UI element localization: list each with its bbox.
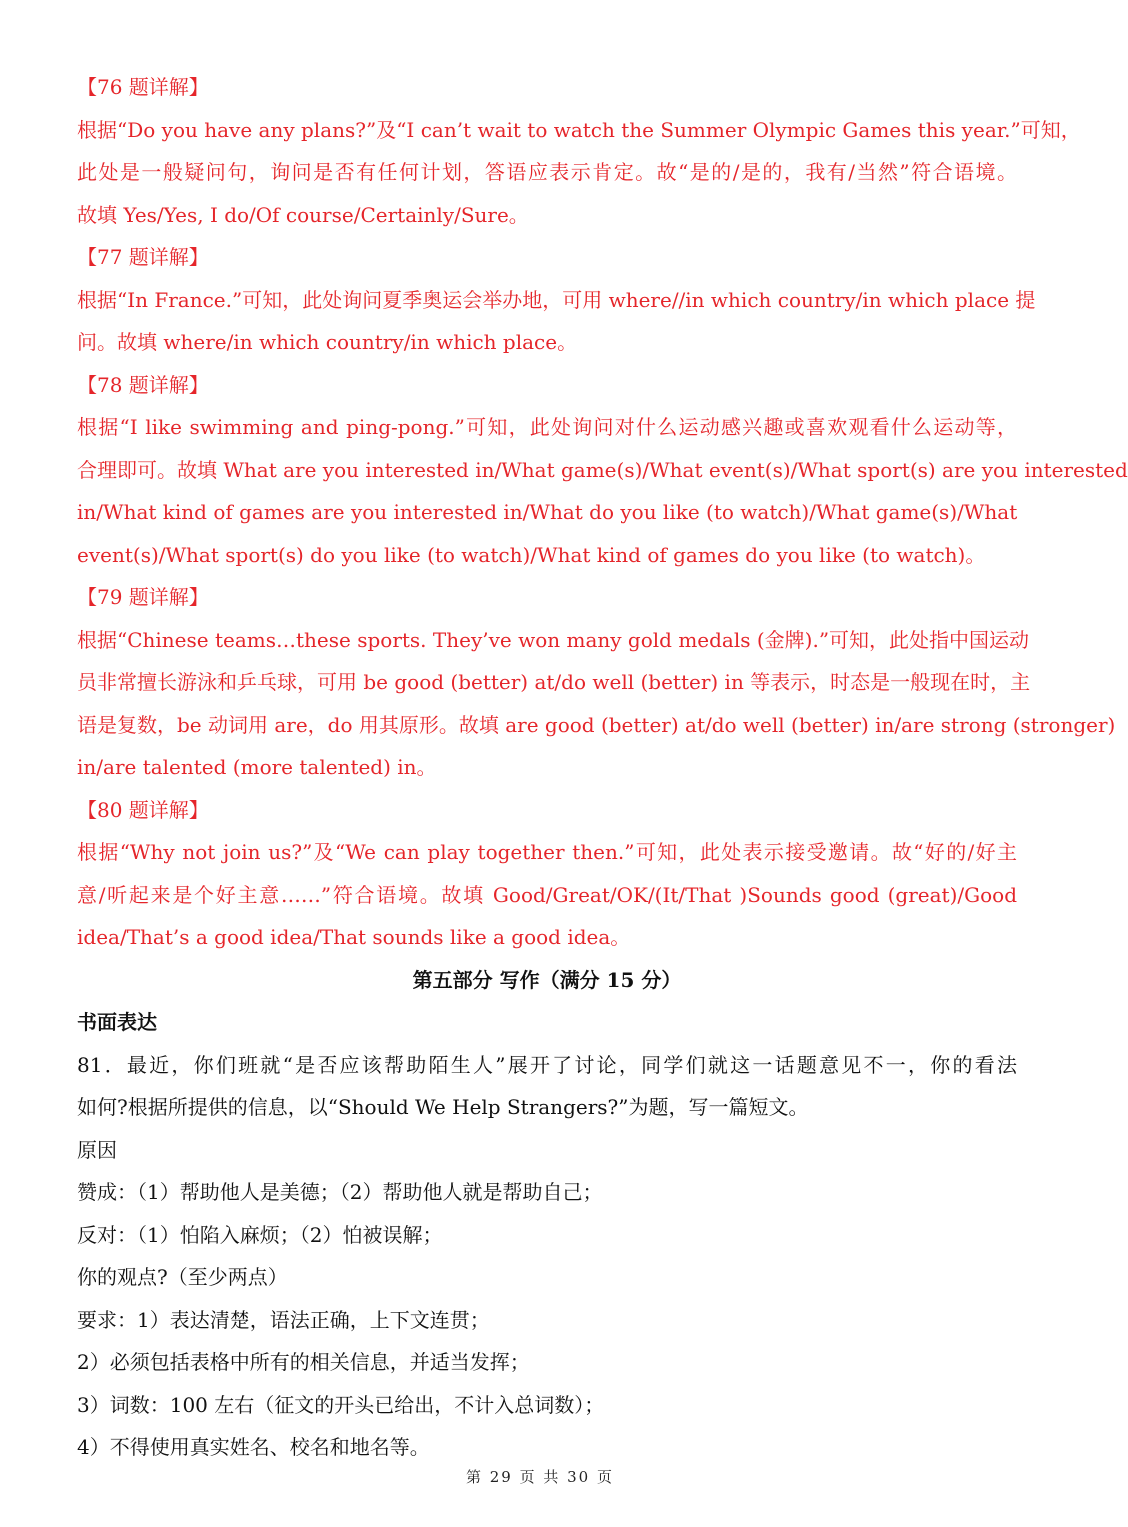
explanation-line: 问。故填 where/in which country/in which place。 (77, 330, 578, 354)
task-line: 赞成：（1）帮助他人是美德；（2）帮助他人就是帮助自己； (77, 1180, 603, 1204)
explanation-line: 根据“In France.”可知，此处询问夏季奥运会举办地，可用 where//in which country/in which place 提 (77, 287, 1036, 312)
page-footer: 第 29 页 共 30 页 (465, 1468, 614, 1486)
explanation-line: 根据“I like swimming and ping-pong.”可知，此处询问对什么运动感兴趣或喜欢观看什么运动等， (77, 415, 1017, 439)
explanation-line: in/are talented (more talented) in。 (77, 755, 437, 779)
explanation-heading: 【77 题详解】 (77, 245, 209, 269)
section-title: 第五部分 写作（满分 15 分） (412, 967, 682, 992)
task-line: 2）必须包括表格中所有的相关信息，并适当发挥； (77, 1350, 530, 1374)
explanation-line: 语是复数，be 动词用 are，do 用其原形。故填 are good (better) at/do well (better) in/are strong (stronger) (77, 712, 1116, 737)
explanation-line: in/What kind of games are you interested in/What do you like (to watch)/What game(s)/What (77, 500, 1018, 524)
explanation-line: 根据“Chinese teams…these sports. They’ve won many gold medals (金牌).”可知，此处指中国运动 (77, 627, 1030, 652)
task-line: 你的观点?（至少两点） (77, 1265, 288, 1289)
explanation-line: event(s)/What sport(s) do you like (to watch)/What kind of games do you like (to watch)。 (77, 542, 986, 567)
explanation-heading: 【80 题详解】 (77, 797, 209, 822)
task-line: 原因 (77, 1137, 117, 1162)
explanation-line: 合理即可。故填 What are you interested in/What game(s)/What event(s)/What sport(s) are you interested (77, 457, 1128, 482)
explanation-line: 此处是一般疑问句，询问是否有任何计划，答语应表示肯定。故“是的/是的，我有/当然”符合语境。 (77, 160, 1017, 184)
explanation-heading: 【79 题详解】 (77, 585, 209, 609)
section-subtitle: 书面表达 (77, 1010, 157, 1034)
explanation-line: 员非常擅长游泳和乒乓球，可用 be good (better) at/do well (better) in 等表示，时态是一般现在时，主 (77, 670, 1031, 694)
task-line: 3）词数：100 左右（征文的开头已给出，不计入总词数）； (77, 1392, 605, 1417)
task-line: 如何?根据所提供的信息，以“Should We Help Strangers?”为题，写一篇短文。 (77, 1095, 809, 1119)
task-line: 反对：（1）怕陷入麻烦；（2）怕被误解； (77, 1222, 443, 1247)
explanation-line: 根据“Do you have any plans?”及“I can’t wait to watch the Summer Olympic Games this year.”可知， (77, 117, 1081, 142)
document-body (77, 66, 1128, 1469)
explanation-line: 故填 Yes/Yes, I do/Of course/Certainly/Sure。 (77, 202, 529, 227)
explanation-line: 意/听起来是个好主意……”符合语境。故填 Good/Great/OK/(It/That )Sounds good (great)/Good (77, 882, 1017, 907)
answer-explanations (77, 66, 1128, 959)
task-line: 81．最近，你们班就“是否应该帮助陌生人”展开了讨论，同学们就这一话题意见不一，你的看法 (77, 1052, 1017, 1077)
task-line: 4）不得使用真实姓名、校名和地名等。 (77, 1435, 430, 1459)
task-line: 要求：1）表达清楚，语法正确，上下文连贯； (77, 1307, 490, 1332)
explanation-line: idea/That’s a good idea/That sounds like a good idea。 (77, 925, 631, 949)
explanation-line: 根据“Why not join us?”及“We can play together then.”可知，此处表示接受邀请。故“好的/好主 (77, 840, 1017, 864)
writing-task (77, 1044, 1017, 1469)
explanation-heading: 【76 题详解】 (77, 75, 209, 99)
explanation-heading: 【78 题详解】 (77, 372, 209, 397)
